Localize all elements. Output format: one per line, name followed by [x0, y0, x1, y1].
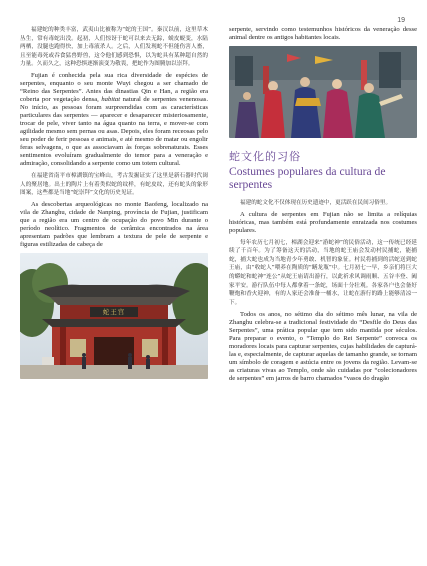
paragraph-pt-1-a: Fujian é conhecida pela sua rica diversidade de espécies de serpentes, enquanto o seu monte Wuyi chegou a ser chamado de “Reino das Serpentes”. Antes das dinastias Qin e Han, a região era coberta por vegetação densa,: [20, 72, 208, 104]
temple-photo: [20, 253, 208, 379]
section-heading-pt: Costumes populares da cultura de serpentes: [229, 165, 386, 191]
paragraph-zh-4: 每年农历七月初七，樟湖会迎来“游蛇神”的民俗活动，这一传统已经延续了千百年。为了筹备这天的活动，当地的蛇王庙会发动村民捕蛇，能捕蛇，捕大蛇也成为当地青少年勇敢、机智的象征。村民将捕到的活蛇送到蛇王庙，由“收蛇人”喂养在陶质的“鳝龙瓶”中。七月初七一早，乡亲们将巨大的蟒蛇和蛇神“连公”从蛇王庙请出游行，以此祈求风调雨顺、五谷丰登、阖家平安。游行队伍中每人都拿着一条蛇，场面十分壮观。各家各户也会备好鞭炮和香火迎神，有的人家还会准备一桶水，让蛇在游行的路上能够清凉一下。: [229, 239, 417, 306]
temple-sign: 蛇王宫: [102, 307, 126, 316]
right-column: [229, 26, 417, 386]
left-column: [20, 26, 208, 379]
paragraph-pt-2: As descobertas arqueológicas no monte Baofeng, localizado na vila de Zhanghu, cidade de Nanping, província de Fujian, justificam que a região era um centro de ocupação do povo Min durante o período neolítico. Fragmentos de cerâmica encontrados na área apresentam padrões que lembram a textura de pele de serpente e figuras estilizadas de cabeça de: [20, 201, 208, 249]
paragraph-pt-1: [20, 72, 208, 168]
paragraph-pt-3: A cultura de serpentes em Fujian não se limita a relíquias históricas, mas também está profundamente enraizada nos costumes populares.: [229, 211, 417, 235]
paragraph-zh-1: 福建蛇的种类丰富，武夷山比被称为“蛇的王国”。秦汉以前，这里草木丛生，常有毒蛇出没。起初，人们惊讶于蛇可以来去无踪，蜕皮蜕变，水陆两栖，没腿也跑得快，加上毒液杀人。之后，人们发现蛇不但能伤害人畜，且至能毒死或吞食猛兽野兽，这令他们感到恐惧，以为蛇具有某种超自然的力量。久而久之，这种恐惧逐渐演变为敬畏，把蛇作为图腾加以崇拜。: [20, 27, 208, 68]
festival-photo: [229, 46, 417, 138]
section-heading-zh: 蛇文化的习俗: [229, 150, 301, 163]
paragraph-pt-4: Todos os anos, no sétimo dia do sétimo mês lunar, na vila de Zhanghu celebra-se a tradicional festividade do “Desfile do Deus das Serpentes”, uma prática popular que tem sido mantida por séculos. Para preparar o evento, o “Templo do Rei Serpente” convoca os moradores locais para capturar serpentes, cujas habilidades de capturá-las e, especialmente, de capturar aquelas de tamanho grande, se tornam um símbolo de coragem e astúcia entre os jovens da região. Levam-se as criaturas vivas ao Templo, onde são cuidadas por “colecionadores de serpentes” em jarros de barro chamados “vasos do dragão: [229, 310, 417, 382]
paragraph-pt-0: serpente, servindo como testemunhos históricos da veneração desse animal dentre os antigos habitantes locais.: [229, 26, 417, 41]
paragraph-pt-1-emphasis: habitat: [101, 96, 121, 104]
paragraph-pt-1-b: natural de serpentes venenosas. No início, as pessoas foram surpreendidas com as características particulares das serpentes — aparecer e desaparecer misteriosamente, trocar de pele, viver tanto na água quanto na terra, e mover-se com agilidade mesmo sem pernas ou asas. Depois, eles foram receosas pelo seu poder de ferir pessoas e animais, e até mesmo de matar ou engolir feras selvagens, o que as associavam às forças sobrenaturais. Esses sentimentos evoluíram gradualmente do temor para a veneração e admiração, consolidando a serpente como um totem cultural.: [20, 96, 208, 168]
page-number: 19: [397, 17, 405, 24]
paragraph-zh-2: 在福建省南平市樟湖镇的宝峰山，考古发掘证实了这里是新石器时代闽人的聚居地。出土的陶片上有着类似蛇的纹样，有蛇皮纹，还有蛇头的象形图案，这些都是当地“蛇崇拜”文化的历史见证。: [20, 172, 208, 197]
paragraph-zh-3: 福建的蛇文化不仅体现在历史遗迹中，更活跃在民间习俗里。: [240, 200, 392, 206]
